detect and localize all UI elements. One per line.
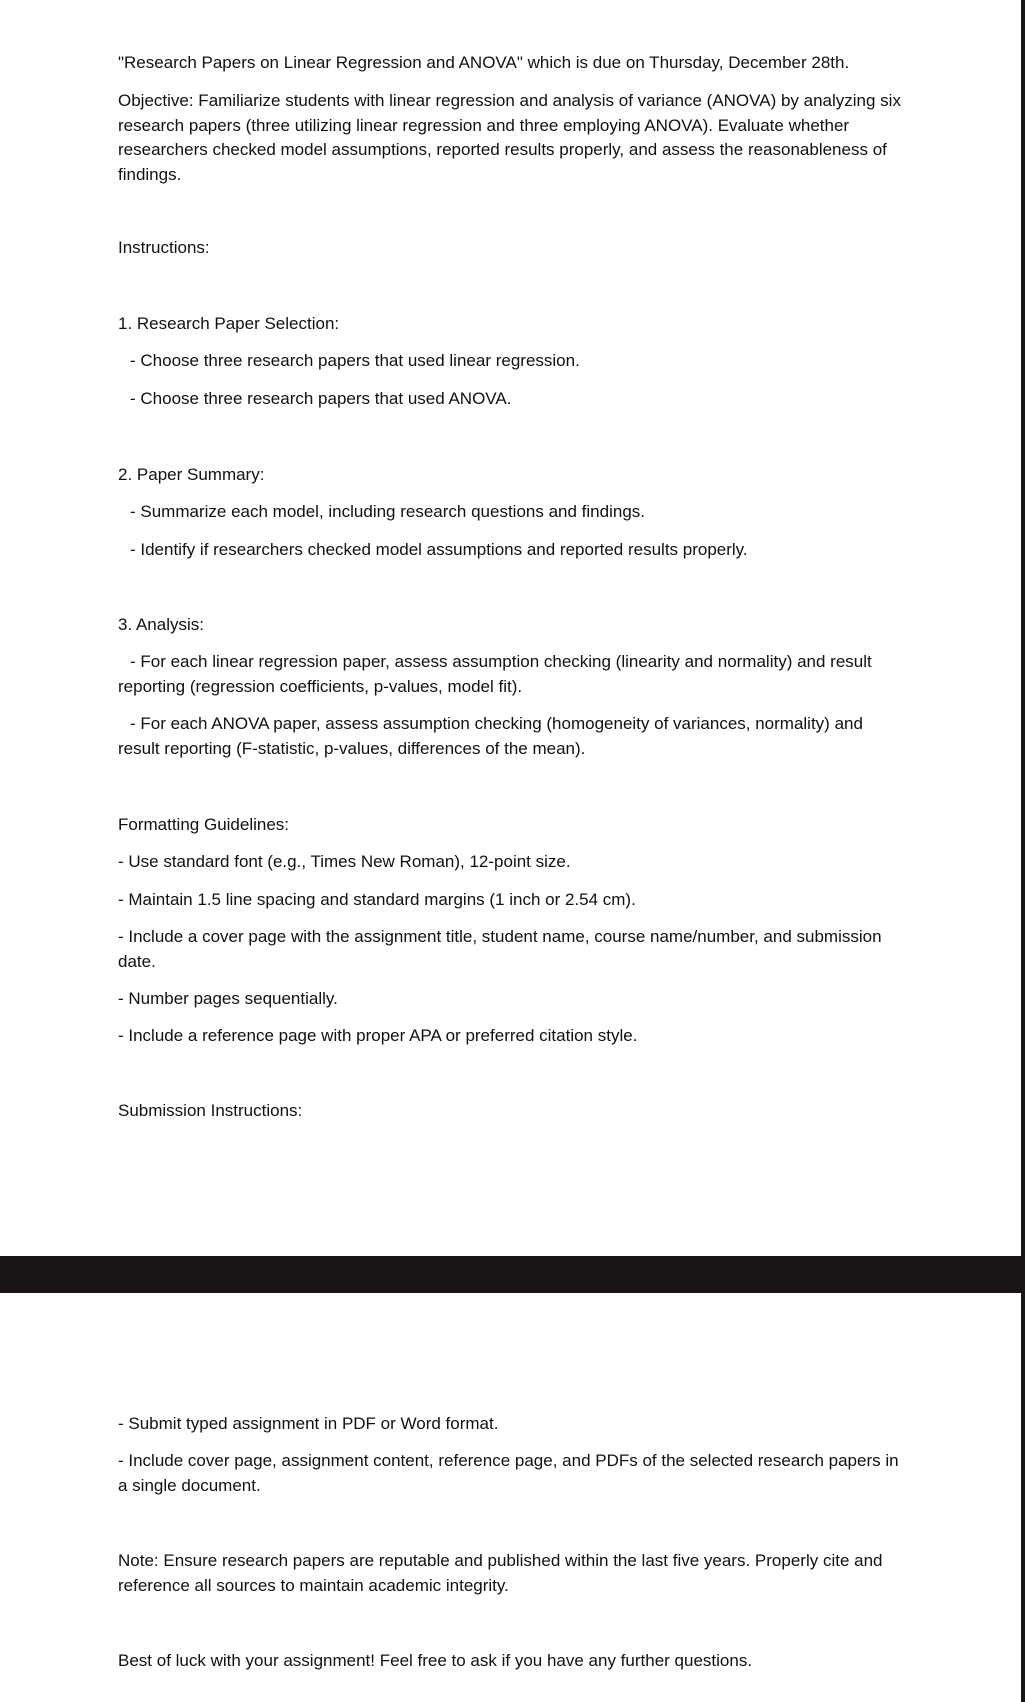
note-paragraph: Note: Ensure research papers are reputable and published within the last five years. Properly cite and reference all sources to maintain academic integrity. — [118, 1551, 883, 1595]
list-item: - Use standard font (e.g., Times New Roman), 12-point size. — [118, 852, 571, 871]
section-heading-selection: 1. Research Paper Selection: — [118, 314, 340, 333]
instructions-heading: Instructions: — [118, 238, 210, 257]
page-separator — [0, 1256, 1025, 1293]
list-item: - Choose three research papers that used linear regression. — [130, 351, 580, 370]
list-item: - For each linear regression paper, assess assumption checking (linearity and normality) and result reporting (regression coefficients, p-values, model fit). — [118, 652, 872, 696]
section-heading-summary: 2. Paper Summary: — [118, 465, 265, 484]
assignment-title-line: "Research Papers on Linear Regression and ANOVA" which is due on Thursday, December 28th. — [118, 53, 850, 72]
list-item: - Choose three research papers that used ANOVA. — [130, 389, 512, 408]
list-item: - Include cover page, assignment content, reference page, and PDFs of the selected research papers in a single document. — [118, 1451, 899, 1495]
formatting-heading: Formatting Guidelines: — [118, 815, 290, 834]
list-item: - Identify if researchers checked model assumptions and reported results properly. — [130, 540, 748, 559]
list-item: - Submit typed assignment in PDF or Word format. — [118, 1414, 499, 1433]
list-item: - Number pages sequentially. — [118, 989, 338, 1008]
list-item: - Include a reference page with proper APA or preferred citation style. — [118, 1026, 638, 1045]
list-item: - Summarize each model, including research questions and findings. — [130, 502, 645, 521]
page-edge — [1021, 0, 1025, 1702]
list-item: - Include a cover page with the assignment title, student name, course name/number, and submission date. — [118, 927, 882, 971]
section-heading-analysis: 3. Analysis: — [118, 615, 204, 634]
list-item: - For each ANOVA paper, assess assumption checking (homogeneity of variances, normality) and result reporting (F-statistic, p-values, differences of the mean). — [118, 714, 863, 758]
objective-paragraph: Objective: Familiarize students with linear regression and analysis of variance (ANOVA) by analyzing six research papers (three utilizing linear regression and three employing ANOVA). Evaluate whether researchers checked model assumptions, reported results properly, and assess the reasonableness of findings. — [118, 91, 901, 184]
closing-line: Best of luck with your assignment! Feel free to ask if you have any further questions. — [118, 1651, 753, 1670]
list-item: - Maintain 1.5 line spacing and standard margins (1 inch or 2.54 cm). — [118, 890, 636, 909]
submission-heading: Submission Instructions: — [118, 1101, 303, 1120]
